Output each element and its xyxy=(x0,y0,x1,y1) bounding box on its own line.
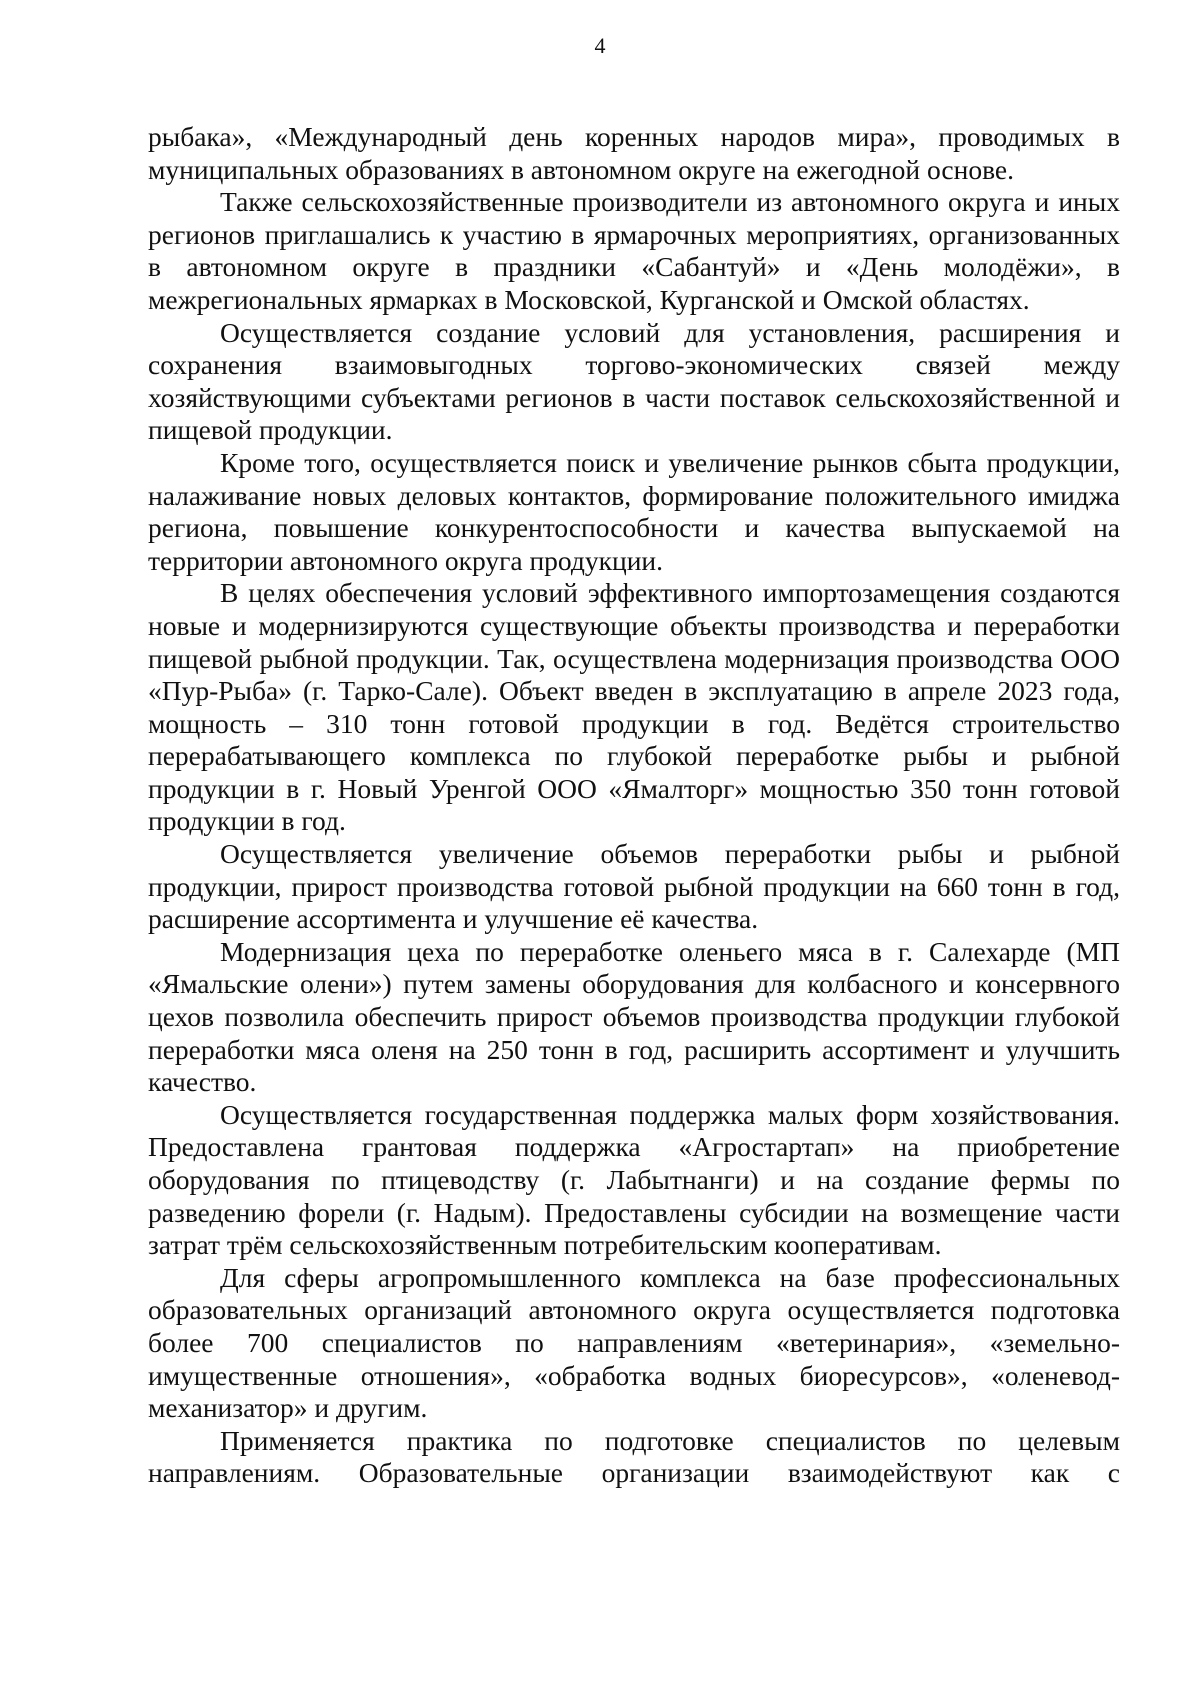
paragraph-import-substitution: В целях обеспечения условий эффективного импортозамещения создаются новые и модернизируются существующие объекты производства и переработки пищевой рыбной продукции. Так, осуществлена модернизация производства ООО «Пур-Рыба» (г. Тарко-Сале). Объект введен в эксплуатацию в апреле 2023 года, мощность – 310 тонн готовой продукции в год. Ведётся строительство перерабатывающего комплекса по глубокой переработке рыбы и рыбной продукции в г. Новый Уренгой ООО «Ямалторг» мощностью 350 тонн готовой продукции в год. xyxy=(148,577,1120,837)
paragraph-trade-relations: Осуществляется создание условий для установления, расширения и сохранения взаимовыгодных торгово-экономических связей между хозяйствующими субъектами регионов в части поставок сельскохозяйственной и пищевой продукции. xyxy=(148,316,1120,446)
body-text xyxy=(148,121,1120,1490)
paragraph-state-support: Осуществляется государственная поддержка малых форм хозяйствования. Предоставлена грантовая поддержка «Агростартап» на приобретение оборудования по птицеводству (г. Лабытнанги) и на создание фермы по разведению форели (г. Надым). Предоставлены субсидии на возмещение части затрат трём сельскохозяйственным потребительским кооперативам. xyxy=(148,1098,1120,1261)
paragraph-festivals-end: рыбака», «Международный день коренных народов мира», проводимых в муниципальных образованиях в автономном округе на ежегодной основе. xyxy=(148,121,1120,185)
paragraph-targeted-training: Применяется практика по подготовке специалистов по целевым направлениям. Образовательные организации взаимодействуют как с xyxy=(148,1424,1120,1489)
paragraph-fish-processing: Осуществляется увеличение объемов переработки рыбы и рыбной продукции, прирост производства готовой рыбной продукции на 660 тонн в год, расширение ассортимента и улучшение её качества. xyxy=(148,838,1120,935)
page-number: 4 xyxy=(594,33,606,58)
paragraph-reindeer-meat: Модернизация цеха по переработке оленьего мяса в г. Салехарде (МП «Ямальские олени») путем замены оборудования для колбасного и консервного цехов позволила обеспечить прирост объемов производства продукции глубокой переработки мяса оленя на 250 тонн в год, расширить ассортимент и улучшить качество. xyxy=(148,935,1120,1098)
paragraph-markets: Кроме того, осуществляется поиск и увеличение рынков сбыта продукции, налаживание новых деловых контактов, формирование положительного имиджа региона, повышение конкурентоспособности и качества выпускаемой на территории автономного округа продукции. xyxy=(148,446,1120,576)
paragraph-fairs: Также сельскохозяйственные производители из автономного округа и иных регионов приглашались к участию в ярмарочных мероприятиях, организованных в автономном округе в праздники «Сабантуй» и «День молодёжи», в межрегиональных ярмарках в Московской, Курганской и Омской областях. xyxy=(148,186,1120,315)
paragraph-education: Для сферы агропромышленного комплекса на базе профессиональных образовательных организаций автономного округа осуществляется подготовка более 700 специалистов по направлениям «ветеринария», «земельно-имущественные отношения», «обработка водных биоресурсов», «оленевод-механизатор» и другим. xyxy=(148,1261,1120,1424)
